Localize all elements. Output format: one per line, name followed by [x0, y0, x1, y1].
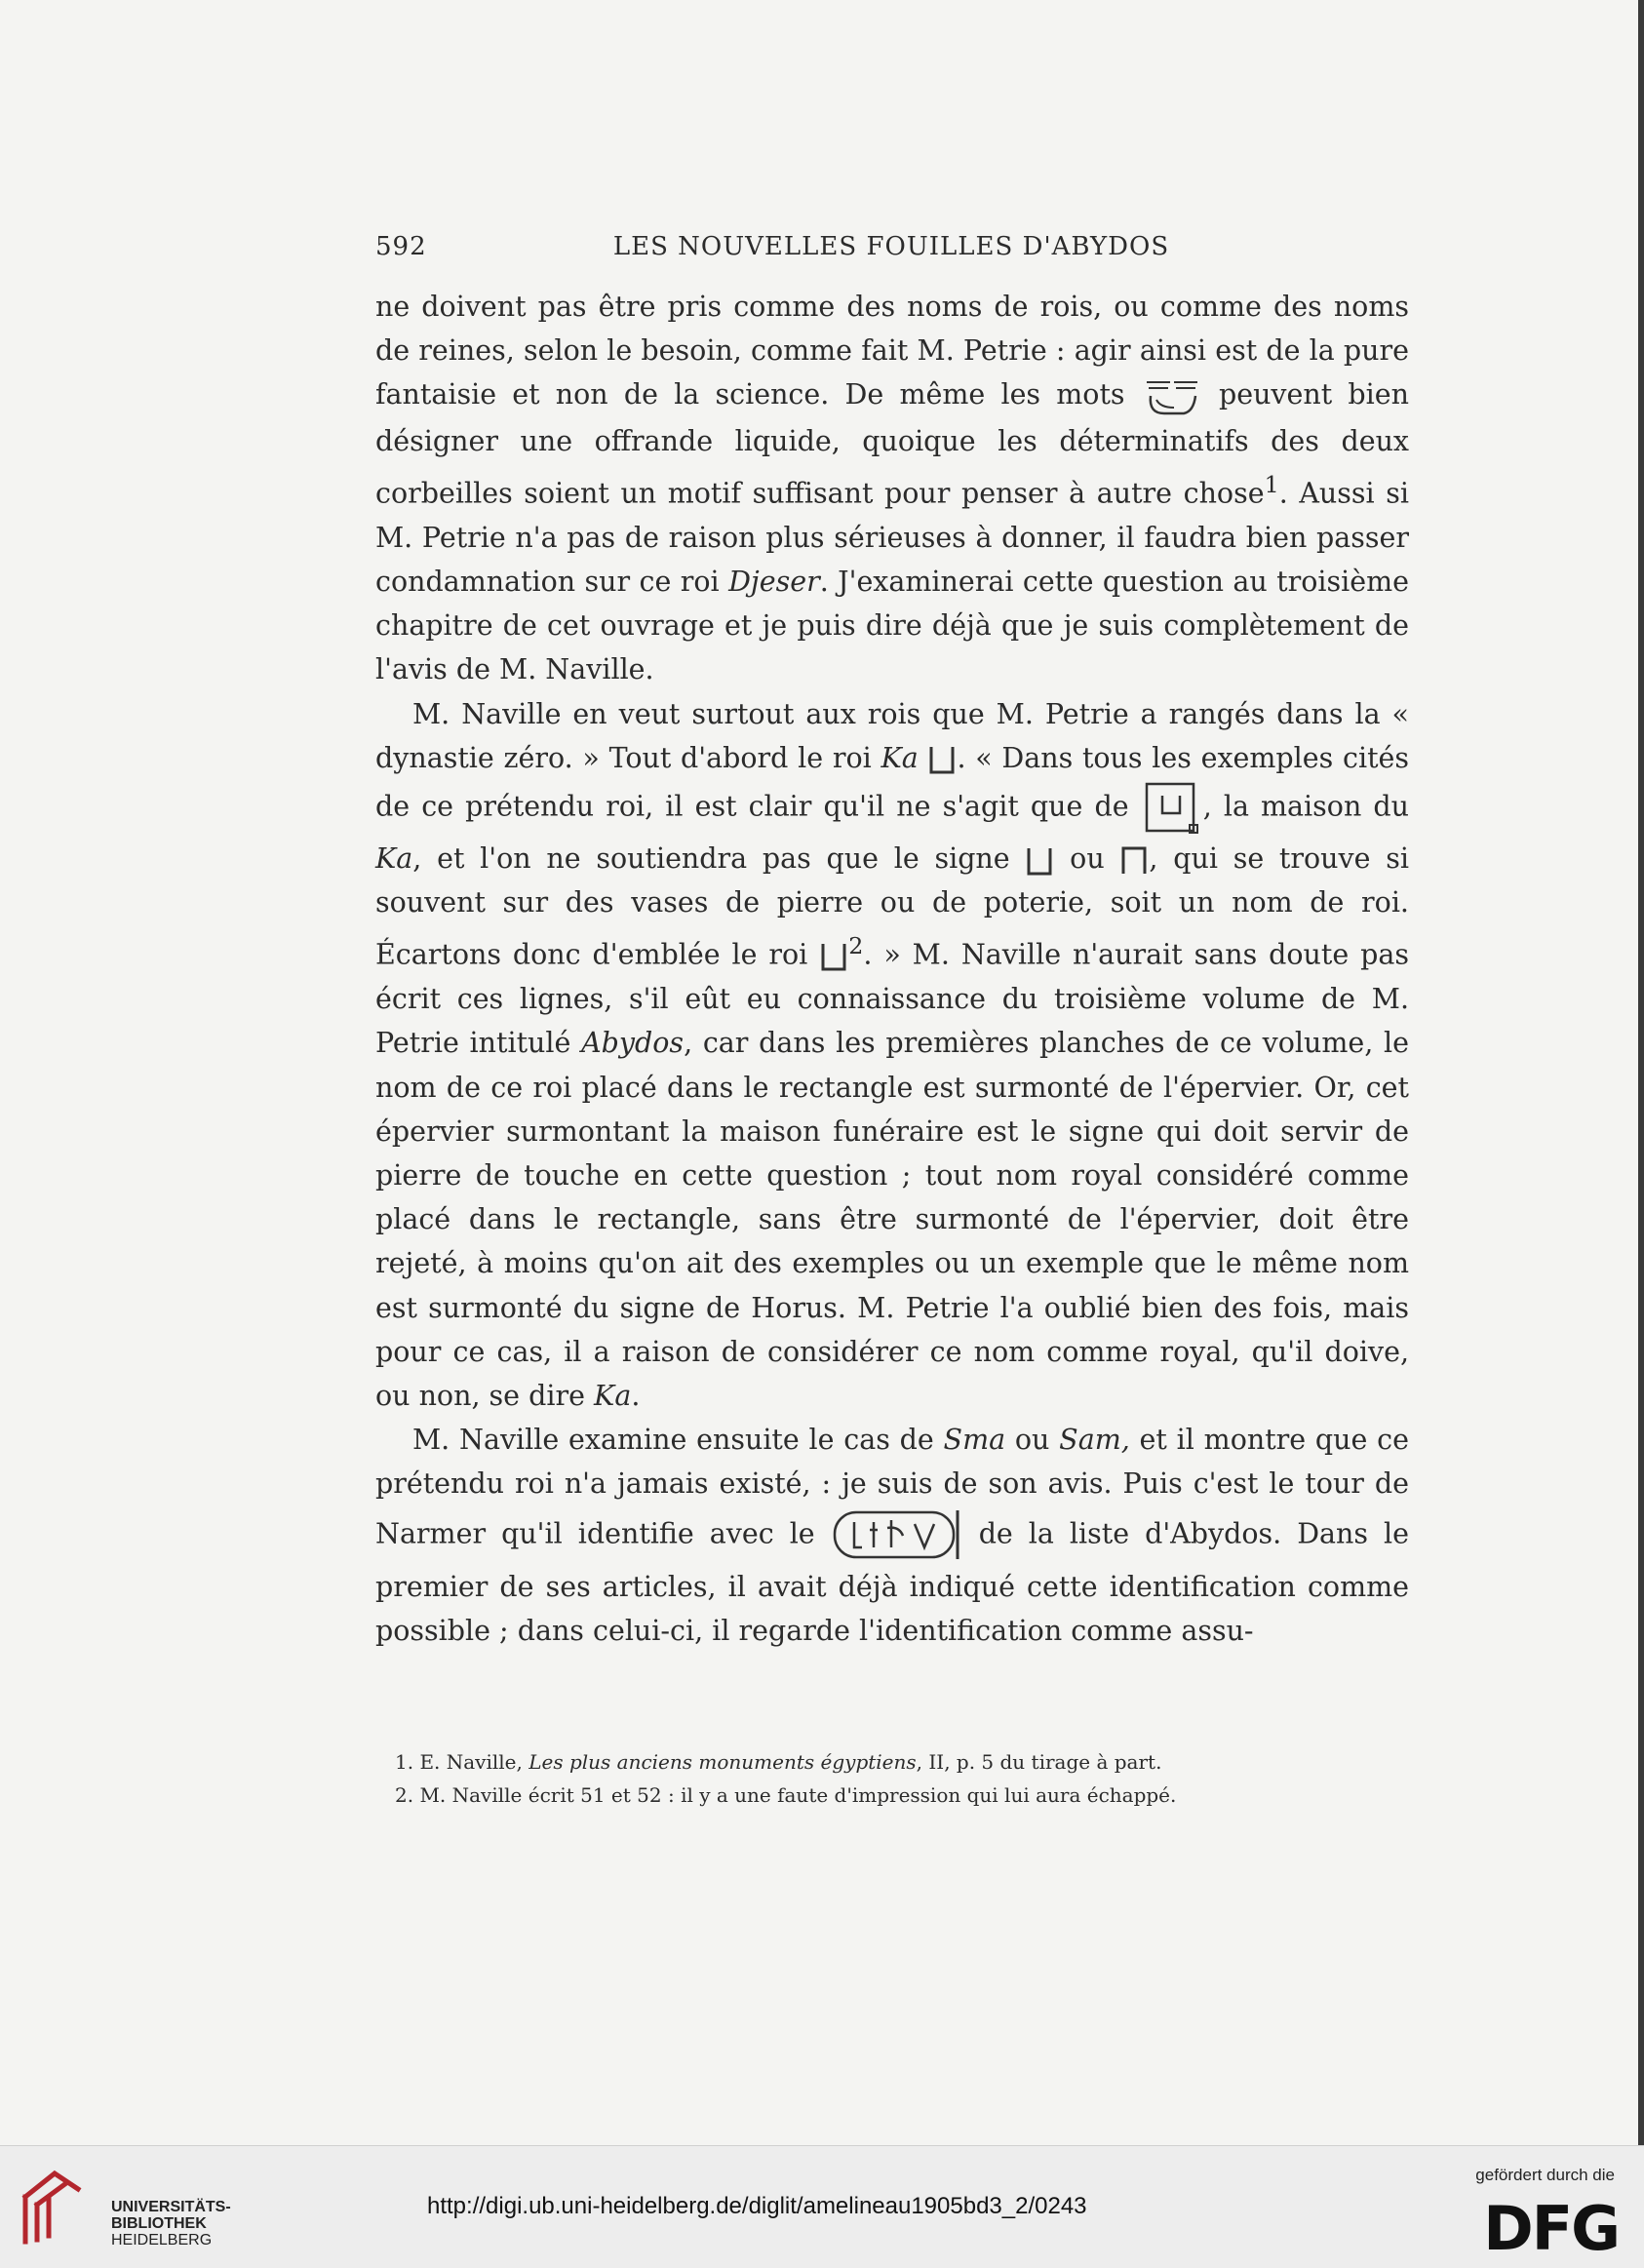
text-span: . Aussi si M. Petrie n'a pas de raison plus sérieuses à donner, il faudra bien passer condamnation sur ce roi — [375, 477, 1409, 599]
paragraph-2 — [375, 692, 1409, 1419]
ka-arms-sign-icon — [927, 743, 957, 776]
permalink-url[interactable]: http://digi.ub.uni-heidelberg.de/diglit/amelineau1905bd3_2/0243 — [427, 2193, 1087, 2219]
name-ka: Ka — [881, 741, 919, 774]
name-sma: Sma — [943, 1424, 1006, 1457]
text-span: M. Naville en veut surtout aux rois que M. Petrie a rangés dans la « dynastie zéro. » Tout d'abord le roi — [375, 697, 1409, 774]
inverted-ka-sign-icon — [1119, 844, 1149, 878]
text-span: ou — [1054, 842, 1120, 876]
page-number: 592 — [375, 232, 427, 261]
body-text — [375, 285, 1409, 1653]
running-header — [375, 226, 1407, 265]
text-span: . — [631, 1379, 641, 1412]
cartouche-icon — [831, 1506, 963, 1565]
library-emblem-icon — [18, 2168, 86, 2246]
text-span: . J'examinerai cette question au troisième chapitre de cet ouvrage et je puis dire déjà que je suis complètement de l'avis de M. Naville. — [375, 566, 1409, 686]
text-span: peuvent bien désigner une offrande liquide, quoique les déterminatifs des deux corbeilles soient un motif suffisant pour penser à autre chose — [375, 378, 1409, 510]
footnote-ref-1: 1 — [1264, 471, 1279, 499]
text-span: de la liste d'Abydos. Dans le premier de ses articles, il avait déjà indiqué cette identification comme possible ; dans celui-ci, il regarde l'identification comme assu- — [375, 1517, 1409, 1647]
footnote-title: Les plus anciens monuments égyptiens — [528, 1750, 917, 1774]
title-abydos: Abydos — [581, 1027, 685, 1060]
paragraph-3 — [375, 1418, 1409, 1653]
footnote-2: 2. M. Naville écrit 51 et 52 : il y a une faute d'impression qui lui aura échappé. — [395, 1783, 1177, 1807]
house-of-ka-sign-icon — [1141, 780, 1203, 837]
library-name-line: UNIVERSITÄTS- — [111, 2199, 231, 2215]
viewer-footer — [0, 2145, 1644, 2268]
library-name-line: HEIDELBERG — [111, 2232, 213, 2248]
library-name-line: BIBLIOTHEK — [111, 2215, 207, 2232]
paragraph-1 — [375, 285, 1409, 692]
text-span: , qui se trouve si souvent sur des vases de pierre ou de poterie, soit un nom de roi. Écartons donc d'emblée le roi — [375, 842, 1409, 971]
text-span: . » M. Naville n'aurait sans doute pas écrit ces lignes, s'il eût eu connaissance du troisième volume de M. Petrie intitulé — [375, 938, 1409, 1060]
text-span: , car dans les premières planches de ce volume, le nom de ce roi placé dans le rectangle est surmonté de l'épervier. Or, cet épervier surmontant la maison funéraire est le signe qui doit servir de pierre de touche en cette question ; tout nom royal considéré comme placé dans le rectangle, sans être surmonté de l'épervier, doit être rejeté, à moins qu'on ait des exemples ou un exemple que le même nom est surmonté du signe de Horus. M. Petrie l'a oublié bien des fois, mais pour ce cas, il a raison de considérer ce nom comme royal, qu'il doive, ou non, se dire — [375, 1027, 1409, 1412]
text-span: , II, p. 5 du tirage à part. — [916, 1750, 1162, 1774]
ka-arms-sign-icon — [819, 940, 848, 973]
hieroglyph-baskets-icon — [1141, 374, 1203, 419]
text-span: ne doivent pas être pris comme des noms de rois, ou comme des noms de reines, selon le besoin, comme fait M. Petrie : agir ainsi est de la pure fantaisie et non de la science. De même les mots — [375, 291, 1409, 411]
text-span: , la maison du — [1202, 790, 1409, 823]
running-title: LES NOUVELLES FOUILLES D'ABYDOS — [612, 232, 1170, 261]
name-ka: Ka — [375, 842, 413, 876]
name-sam: Sam, — [1059, 1424, 1130, 1457]
ka-arms-sign-icon — [1025, 844, 1054, 878]
sponsor-text: gefördert durch die — [1475, 2166, 1615, 2184]
library-logo[interactable] — [18, 2168, 232, 2255]
footnotes — [375, 1745, 1409, 1812]
dfg-logo[interactable]: DFG — [1483, 2193, 1619, 2264]
scan-edge — [1638, 0, 1644, 2145]
footnote-ref-2: 2 — [848, 932, 864, 960]
text-span: ou — [1005, 1424, 1060, 1457]
text-span: , et l'on ne soutiendra pas que le signe — [412, 842, 1026, 876]
text-span: 1. E. Naville, — [395, 1750, 529, 1774]
name-djeser: Djeser — [728, 566, 820, 599]
name-ka: Ka — [594, 1379, 632, 1412]
text-span: . « Dans tous les exemples cités de ce prétendu roi, il est clair qu'il ne s'agit que de — [375, 741, 1410, 823]
library-name — [111, 2199, 231, 2248]
text-span: et il montre que ce prétendu roi n'a jamais existé, : je suis de son avis. Puis c'est le tour de Narmer qu'il identifie avec le — [375, 1424, 1410, 1550]
footnote-1 — [395, 1745, 1409, 1779]
text-span: M. Naville examine ensuite le cas de — [412, 1424, 944, 1457]
